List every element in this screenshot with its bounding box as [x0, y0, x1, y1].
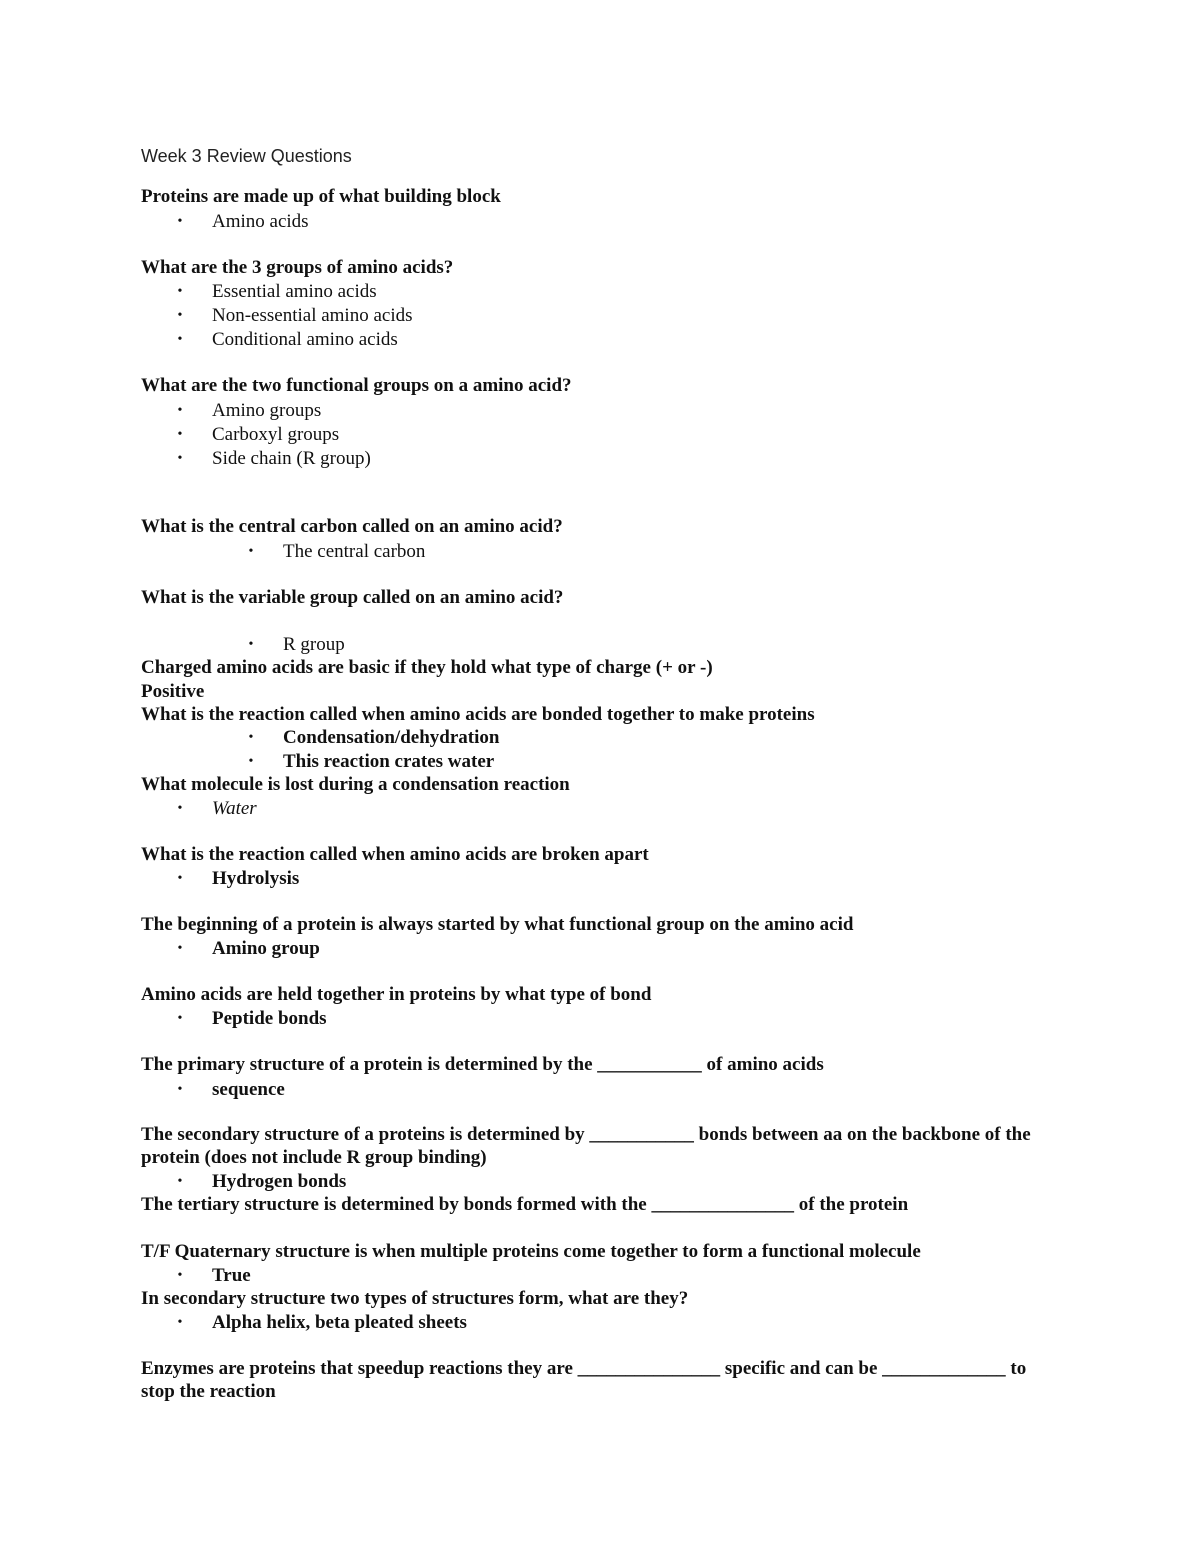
answer-2-2: Non-essential amino acids — [212, 305, 413, 326]
bullet-icon: • — [177, 308, 183, 323]
bullet-icon: • — [177, 284, 183, 299]
document-title: Week 3 Review Questions — [141, 146, 352, 166]
question-15: T/F Quaternary structure is when multiple proteins come together to form a functional molecule — [141, 1241, 921, 1262]
bullet-icon: • — [177, 332, 183, 347]
question-8: What molecule is lost during a condensation reaction — [141, 774, 570, 795]
answer-2-1: Essential amino acids — [212, 281, 377, 302]
answer-13-1: Hydrogen bonds — [212, 1171, 347, 1192]
answer-7-1: Condensation/dehydration — [283, 727, 500, 748]
bullet-icon: • — [177, 1174, 183, 1189]
question-13: The secondary structure of a proteins is determined by ___________ bonds between aa on the backbone of the protein (does not include R group binding) — [141, 1124, 1031, 1168]
bullet-icon: • — [248, 637, 254, 652]
answer-7-2: This reaction crates water — [283, 751, 495, 772]
answer-5-1: R group — [283, 634, 345, 655]
answer-3-1: Amino groups — [212, 400, 322, 421]
bullet-icon: • — [177, 427, 183, 442]
answer-9-1: Hydrolysis — [212, 868, 300, 889]
question-3: What are the two functional groups on a amino acid? — [141, 375, 572, 396]
answer-3-3: Side chain (R group) — [212, 448, 371, 469]
bullet-icon: • — [177, 403, 183, 418]
question-12: The primary structure of a protein is determined by the ___________ of amino acids — [141, 1054, 824, 1075]
answer-16-1: Alpha helix, beta pleated sheets — [212, 1312, 467, 1333]
question-10: The beginning of a protein is always started by what functional group on the amino acid — [141, 914, 854, 935]
bullet-icon: • — [177, 941, 183, 956]
question-2: What are the 3 groups of amino acids? — [141, 257, 454, 278]
bullet-icon: • — [177, 871, 183, 886]
question-7: What is the reaction called when amino acids are bonded together to make proteins — [141, 704, 815, 725]
answer-3-2: Carboxyl groups — [212, 424, 340, 445]
answer-6-1: Positive — [141, 681, 205, 702]
answer-11-1: Peptide bonds — [212, 1008, 327, 1029]
answer-15-1: True — [212, 1265, 251, 1286]
question-11: Amino acids are held together in proteins by what type of bond — [141, 984, 652, 1005]
bullet-icon: • — [177, 1315, 183, 1330]
answer-1-1: Amino acids — [212, 211, 309, 232]
bullet-icon: • — [248, 754, 254, 769]
answer-8-1: Water — [212, 798, 257, 819]
bullet-icon: • — [177, 214, 183, 229]
bullet-icon: • — [248, 730, 254, 745]
question-9: What is the reaction called when amino acids are broken apart — [141, 844, 649, 865]
question-6: Charged amino acids are basic if they hold what type of charge (+ or -) — [141, 657, 713, 678]
question-16: In secondary structure two types of structures form, what are they? — [141, 1288, 689, 1309]
bullet-icon: • — [177, 1011, 183, 1026]
bullet-icon: • — [177, 801, 183, 816]
answer-10-1: Amino group — [212, 938, 320, 959]
bullet-icon: • — [177, 1268, 183, 1283]
bullet-icon: • — [177, 451, 183, 466]
answer-12-1: sequence — [212, 1079, 285, 1100]
answer-2-3: Conditional amino acids — [212, 329, 398, 350]
question-1: Proteins are made up of what building block — [141, 186, 501, 207]
bullet-icon: • — [248, 544, 254, 559]
question-17: Enzymes are proteins that speedup reactions they are _______________ specific and can be _____________ to stop the reaction — [141, 1358, 1027, 1402]
answer-4-1: The central carbon — [283, 541, 426, 562]
question-4: What is the central carbon called on an amino acid? — [141, 516, 563, 537]
question-14: The tertiary structure is determined by bonds formed with the _______________ of the protein — [141, 1194, 909, 1215]
question-5: What is the variable group called on an amino acid? — [141, 587, 564, 608]
bullet-icon: • — [177, 1082, 183, 1097]
